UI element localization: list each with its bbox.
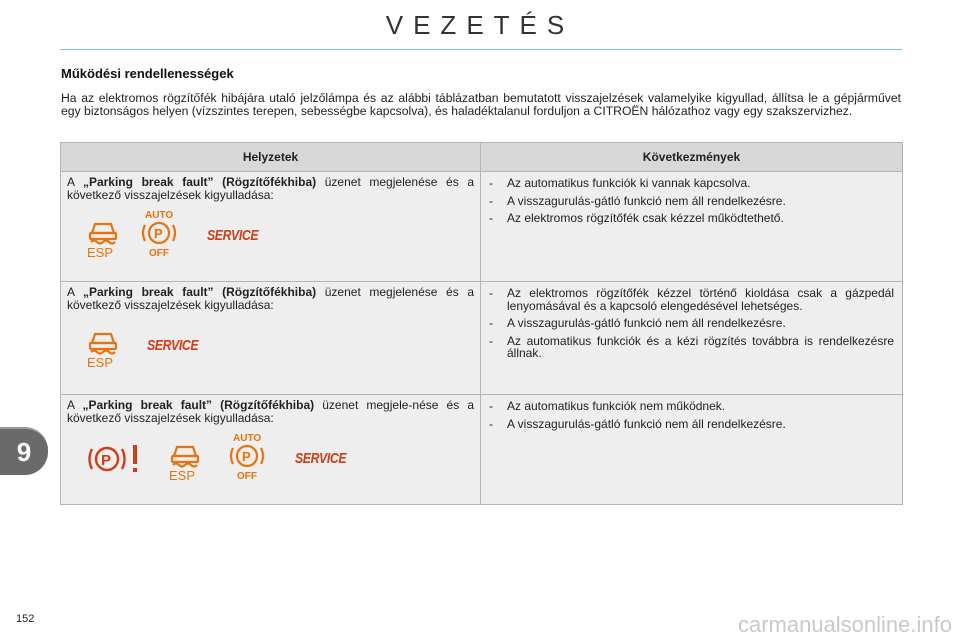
- service-icon: SERVICE: [207, 227, 259, 244]
- list-item: [485, 335, 894, 360]
- consequence-text: Az elektromos rögzítőfék csak kézzel működtethető.: [507, 211, 784, 226]
- parking-brake-fault-icon: [87, 442, 143, 476]
- consequence-text: A visszagurulás-gátló funkció nem áll rendelkezésre.: [507, 193, 786, 208]
- dash: -: [489, 176, 493, 190]
- situation-cell: [61, 395, 481, 505]
- page-number: 152: [16, 613, 35, 625]
- situation-cell: [61, 282, 481, 395]
- svg-text:OFF: OFF: [149, 248, 169, 259]
- situation-prefix: A: [67, 175, 83, 189]
- table-header-row: [61, 143, 903, 172]
- esp-off-icon: [85, 219, 121, 259]
- consequence-text: Az automatikus funkciók ki vannak kapcsolva.: [507, 176, 751, 190]
- watermark: carmanualsonline.info: [737, 612, 952, 637]
- consequence-text: Az elektromos rögzítőfék kézzel történő kioldása csak a gázpedál lenyomásával és a kapcsoló elengedésével lehetséges.: [507, 286, 894, 313]
- dash: -: [489, 193, 493, 208]
- auto-p-off-icon: [139, 207, 179, 261]
- consequence-list: [481, 395, 902, 430]
- svg-text:OFF: OFF: [237, 471, 257, 482]
- situation-message: „Parking break fault” (Rögzítőfékhiba): [82, 285, 317, 299]
- fault-table: [60, 142, 903, 505]
- table-row: [61, 172, 903, 282]
- list-item: [485, 212, 894, 225]
- section-heading: Működési rendellenességek: [61, 66, 234, 81]
- svg-text:ESP: ESP: [87, 355, 114, 369]
- dash: -: [489, 211, 493, 226]
- svg-text:ESP: ESP: [169, 468, 196, 482]
- list-item: [485, 317, 894, 330]
- dash: -: [489, 416, 493, 431]
- svg-text:ESP: ESP: [87, 245, 114, 259]
- svg-text:AUTO: AUTO: [145, 210, 174, 221]
- dash: -: [489, 333, 493, 348]
- table-row: [61, 395, 903, 505]
- situation-text: [67, 399, 474, 424]
- svg-text:AUTO: AUTO: [233, 433, 262, 444]
- svg-text:P: P: [154, 226, 163, 241]
- warning-lights: [67, 317, 474, 377]
- situation-suffix: üzenet megjele-nése és a következő visszajelzések kigyulladása:: [67, 398, 474, 425]
- esp-off-icon: [85, 329, 121, 369]
- situation-text: [67, 176, 474, 201]
- page-title: VEZETÉS: [385, 10, 575, 40]
- chapter-tab: 9: [0, 427, 48, 475]
- dash: -: [489, 286, 493, 300]
- intro-paragraph: Ha az elektromos rögzítőfék hibájára utaló jelzőlámpa és az alábbi táblázatban bemutatott visszajelzések valamelyike kigyullad, állítsa le a gépjárművet egy biztonságos helyen (vízszintes terepen, sebességbe kapcsolva), és haladéktalanul forduljon a CITROËN hálózathoz vagy egy szakszervizhez.: [61, 91, 901, 118]
- situation-cell: [61, 172, 481, 282]
- consequence-cell: [481, 395, 903, 505]
- situation-suffix: üzenet megjelenése és a következő visszajelzések kigyulladása:: [67, 175, 474, 202]
- list-item: [485, 287, 894, 312]
- consequence-text: A visszagurulás-gátló funkció nem áll rendelkezésre.: [507, 416, 786, 431]
- situation-prefix: A: [67, 285, 83, 299]
- list-item: [485, 400, 894, 413]
- situation-prefix: A: [67, 398, 83, 412]
- svg-text:P: P: [101, 452, 112, 469]
- consequence-cell: [481, 282, 903, 395]
- col-header-situations: Helyzetek: [61, 143, 481, 172]
- auto-p-off-icon: [227, 430, 267, 484]
- warning-lights: [67, 430, 474, 490]
- consequence-text: Az automatikus funkciók nem működnek.: [507, 399, 726, 413]
- consequence-list: [481, 172, 902, 225]
- consequence-cell: [481, 172, 903, 282]
- consequence-text: A visszagurulás-gátló funkció nem áll rendelkezésre.: [507, 316, 786, 331]
- situation-suffix: üzenet megjelenése és a következő visszajelzések kigyulladása:: [67, 285, 474, 312]
- consequence-text: Az automatikus funkciók és a kézi rögzítés továbbra is rendelkezésre állnak.: [507, 333, 894, 361]
- list-item: [485, 418, 894, 431]
- situation-message: „Parking break fault” (Rögzítőfékhiba): [82, 175, 317, 189]
- consequence-list: [481, 282, 902, 360]
- list-item: [485, 195, 894, 208]
- esp-off-icon: [167, 442, 203, 482]
- table-row: [61, 282, 903, 395]
- dash: -: [489, 399, 493, 413]
- col-header-consequences: Következmények: [481, 143, 903, 172]
- situation-text: [67, 286, 474, 311]
- situation-message: „Parking break fault” (Rögzítőfékhiba): [82, 398, 315, 412]
- service-icon: SERVICE: [295, 450, 347, 467]
- header-divider: [60, 49, 902, 50]
- list-item: [485, 177, 894, 190]
- svg-text:P: P: [242, 449, 251, 464]
- service-icon: SERVICE: [147, 337, 199, 354]
- warning-lights: [67, 207, 474, 267]
- dash: -: [489, 316, 493, 331]
